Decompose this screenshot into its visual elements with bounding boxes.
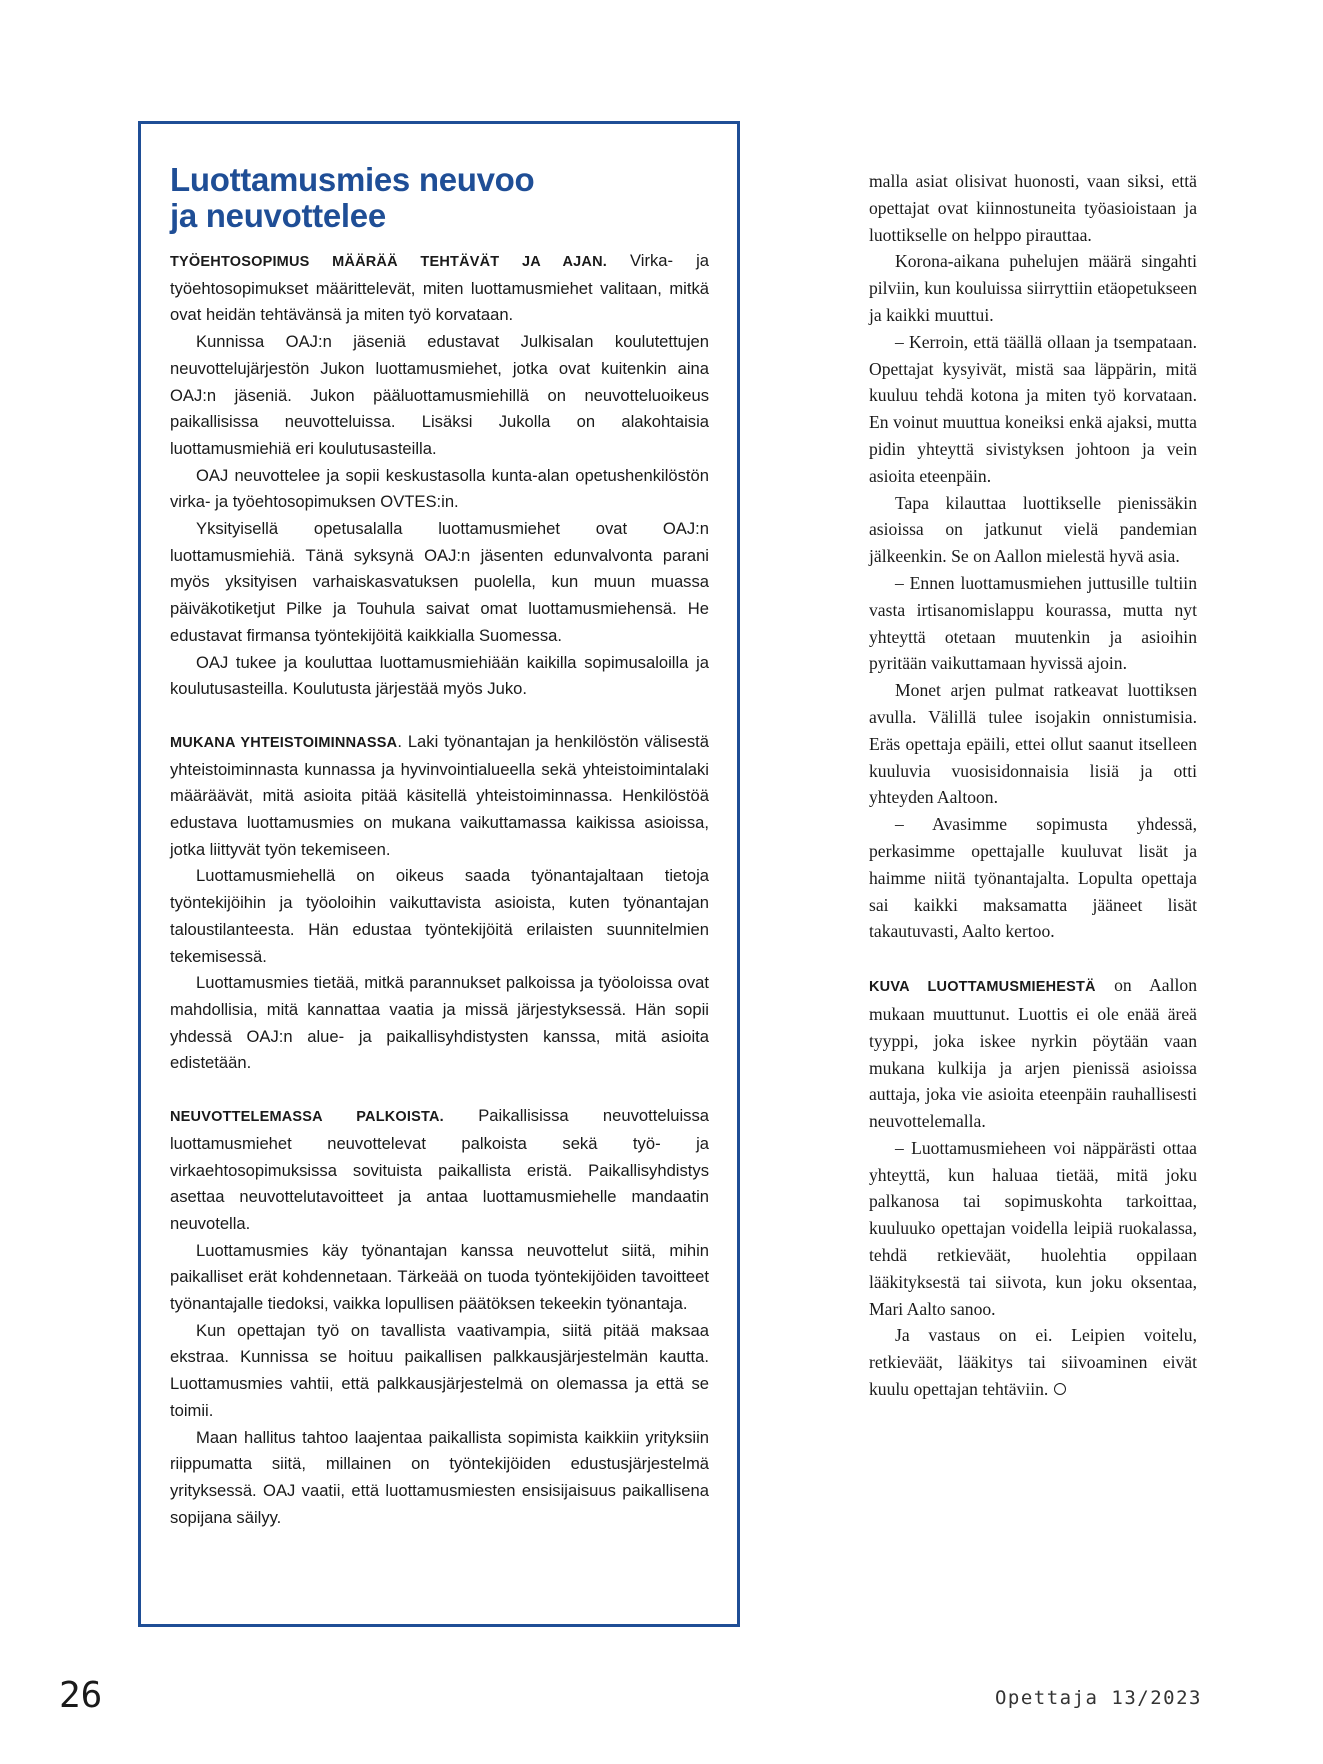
paragraph-text: Paikallisissa neuvotteluissa luottamusmiehet neuvottelevat palkoista sekä työ- ja virkaehtosopimuksissa sovituista paikallista eristä. Paikallisyhdistys asettaa neuvottelutavoitteet ja antaa luottamusmiehelle mandaatin neuvotella. [170, 1106, 709, 1233]
article-paragraph [869, 1322, 1197, 1402]
section-lead: NEUVOTTELEMASSA PALKOISTA. [170, 1109, 444, 1126]
box-paragraph: Kun opettajan työ on tavallista vaativampia, siitä pitää maksaa ekstraa. Kunnissa se hoituu paikallisen palkkausjärjestelmän kautta. Luottamusmies vahtii, että palkkausjärjestelmä on olemassa ja että se toimii. [170, 1320, 709, 1420]
box-title-line2: ja neuvottelee [170, 197, 386, 234]
box-paragraph: Maan hallitus tahtoo laajentaa paikallista sopimista kaikkiin yrityksiin riippumatta siitä, millainen on työntekijöiden edustusjärjestelmä yrityksessä. OAJ vaatii, että luottamusmiesten ensisijaisuus paikallisena sopijana säilyy. [170, 1427, 709, 1527]
box-paragraph: Luottamusmies tietää, mitkä parannukset palkoissa ja työoloissa ovat mahdollisia, mitä kannattaa vaatia ja missä järjestyksessä. Hän sopii yhdessä OAJ:n alue- ja paikallisyhdistysten kanssa, mitä asioita edistetään. [170, 973, 709, 1073]
box-paragraph: Kunnissa OAJ:n jäseniä edustavat Julkisalan koulutettujen neuvottelujärjestön Jukon luottamusmiehet, jotka ovat kuitenkin aina OAJ:n jäseniä. Jukon pääluottamusmiehillä on neuvotteluoikeus paikallisissa neuvotteluissa. Lisäksi Jukolla on alakohtaisia luottamusmiehiä eri koulutusasteilla. [170, 332, 709, 458]
paragraph-text: Virka- ja työehtosopimukset määrittelevät, miten luottamusmiehet valitaan, mitkä ovat heidän tehtävänsä ja miten työ korvataan. [170, 251, 709, 325]
article-paragraph: Monet arjen pulmat ratkeavat luottiksen avulla. Välillä tulee isojakin onnistumisia. Eräs opettaja epäili, ettei ollut saanut itselleen kuuluvia vuosisidonnaisia lisiä ja otti yhteyden Aaltoon. [869, 680, 1197, 808]
paragraph-text: Ja vastaus on ei. Leipien voitelu, retkieväät, lääkitys tai siivoaminen eivät kuulu opettajan tehtäviin. [869, 1325, 1197, 1400]
box-paragraph: Luottamusmies käy työnantajan kanssa neuvottelut siitä, mihin paikalliset erät kohdennetaan. Tärkeää on tuoda työntekijöiden tavoitteet työnantajalle tiedoksi, vaikka lopullisen päätöksen tekeekin työnantaja. [170, 1240, 709, 1314]
section-lead: TYÖEHTOSOPIMUS MÄÄRÄÄ TEHTÄVÄT JA AJAN. [170, 254, 607, 270]
section-lead: KUVA LUOTTAMUSMIEHESTÄ [869, 979, 1096, 996]
paragraph-text: . Laki työnantajan ja henkilöstön välisestä yhteistoiminnasta kunnassa ja hyvinvointialueella sekä yhteistoimintalaki määräävät, mitä asioita pitää käsitellä yhteistoiminnassa. Henkilöstöä edustava luottamusmies on mukana vaikuttamassa kaikissa asioissa, jotka liittyvät työn tekemiseen. [170, 731, 709, 859]
article-paragraph: malla asiat olisivat huonosti, vaan siksi, että opettajat ovat kiinnostuneita työasioistaan ja luottikselle on helppo pirauttaa. [869, 171, 1197, 245]
page-number: 26 [59, 1675, 103, 1716]
box-paragraph: Yksityisellä opetusalalla luottamusmiehet ovat OAJ:n luottamusmiehiä. Tänä syksynä OAJ:n jäsenten edunvalvonta parani myös yksityisen varhaiskasvatuksen puolella, kun muun muassa päiväkotiketjut Pilke ja Touhula saivat omat luottamusmiehensä. He edustavat firmansa työntekijöitä kaikkialla Suomessa. [170, 519, 709, 645]
box-paragraph: OAJ neuvottelee ja sopii keskustasolla kunta-alan opetushenkilöstön virka- ja työehtosopimuksen OVTES:in. [170, 465, 709, 512]
box-paragraph [170, 729, 709, 864]
article-column [869, 168, 1197, 1403]
box-paragraph: OAJ tukee ja kouluttaa luottamusmiehiään kaikilla sopimusaloilla ja koulutusasteilla. Koulutusta järjestää myös Juko. [170, 652, 709, 699]
paragraph-text: on Aallon mukaan muuttunut. Luottis ei ole enää äreä tyyppi, joka iskee nyrkin pöytään vaan mukana kulkija ja arjen pienissä asioissa auttaja, joka vie asioita eteenpäin rauhallisesti neuvottelemalla. [869, 975, 1197, 1132]
article-paragraph: Korona-aikana puhelujen määrä singahti pilviin, kun kouluissa siirryttiin etäopetukseen ja kaikki muuttui. [869, 251, 1197, 325]
article-paragraph: – Luottamusmieheen voi näppärästi ottaa yhteyttä, kun haluaa tietää, mitä joku palkanosa tai sopimuskohta tarkoittaa, kuuluuko opettajan voidella leipiä ruokalassa, tehdä retkieväät, huolehtia oppilaan lääkityksestä tai siivota, kun joku oksentaa, Mari Aalto sanoo. [869, 1137, 1197, 1319]
article-paragraph [869, 972, 1197, 1135]
info-box [138, 121, 740, 1627]
box-paragraph: Luottamusmiehellä on oikeus saada työnantajaltaan tietoja työntekijöihin ja työoloihin vaikuttavista asioista, kuten työnantajan taloustilanteesta. Hän edustaa työntekijöitä erilaisten suunnitelmien tekemisessä. [170, 866, 709, 966]
article-paragraph: – Kerroin, että täällä ollaan ja tsempataan. Opettajat kysyivät, mistä saa läppärin, mitä kuuluu tehdä kotona ja miten työ korvataan. En voinut muuttua koneiksi enkä ajaksi, mutta pidin yhteyttä sivistyksen johtoon ja vein asioita eteenpäin. [869, 331, 1197, 486]
article-paragraph: – Avasimme sopimusta yhdessä, perkasimme opettajalle kuuluvat lisät ja haimme niitä työnantajalta. Lopulta opettaja sai kaikki maksamatta jääneet lisät takautuvasti, Aalto kertoo. [869, 814, 1197, 942]
box-title-line1: Luottamusmies neuvoo [170, 161, 535, 198]
box-paragraph [170, 248, 709, 329]
issue-label: Opettaja 13/2023 [994, 1687, 1202, 1709]
circle-end-icon [1054, 1383, 1066, 1395]
box-paragraph [170, 1103, 709, 1238]
box-title [170, 162, 709, 234]
section-lead: MUKANA YHTEISTOIMINNASSA [170, 734, 398, 751]
article-paragraph: – Ennen luottamusmiehen juttusille tultiin vasta irtisanomislappu kourassa, mutta nyt yhteyttä otetaan muutenkin ja asioihin pyritään vaikuttamaan hyvissä ajoin. [869, 572, 1197, 674]
article-paragraph: Tapa kilauttaa luottikselle pienissäkin asioissa on jatkunut vielä pandemian jälkeenkin. Se on Aallon mielestä hyvä asia. [869, 492, 1197, 567]
